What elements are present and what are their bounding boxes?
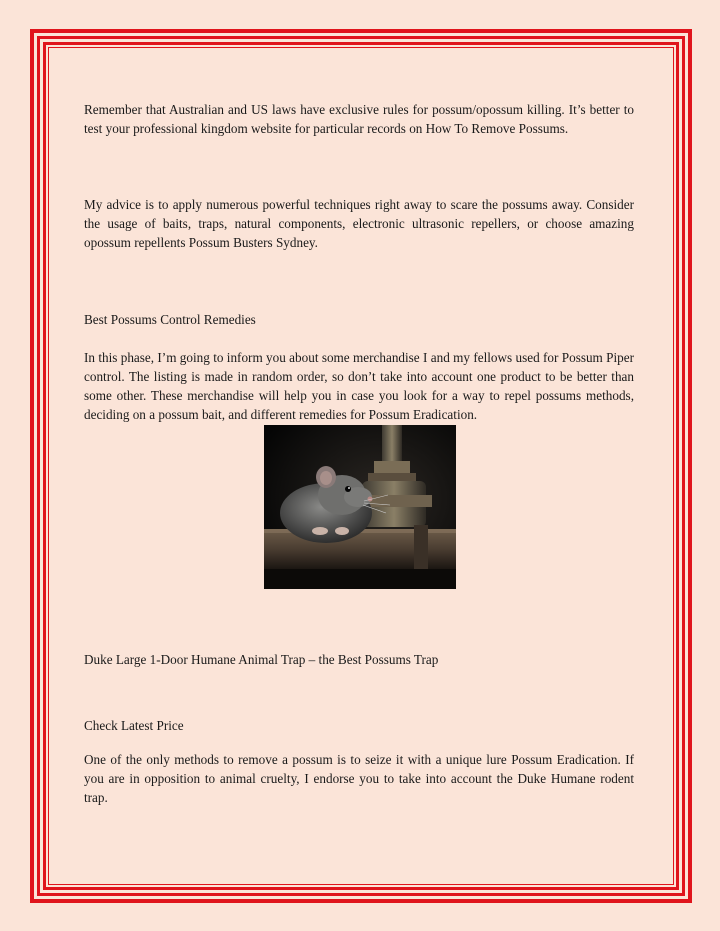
paragraph-trap: One of the only methods to remove a possum is to seize it with a unique lure Possum Eradication. If you are in opposition to animal cruelty, I endorse you to take into account the Duke Humane rodent trap. — [84, 752, 634, 806]
article-body — [84, 100, 634, 424]
heading-remedies: Best Possums Control Remedies — [84, 312, 256, 327]
paragraph-intro: In this phase, I’m going to inform you about some merchandise I and my fellows used for Possum Piper control. The listing is made in random order, so don’t take into account one product to be better than some other. These merchandise will help you in case you look for a way to repel possums methods, deciding on a possum bait, and different remedies for Possum Eradication. — [84, 350, 634, 422]
rat-photo — [264, 425, 456, 589]
product-title: Duke Large 1-Door Humane Animal Trap – the Best Possums Trap — [84, 652, 439, 668]
paragraph-advice: My advice is to apply numerous powerful techniques right away to scare the possums away. Consider the usage of baits, traps, natural components, electronic ultrasonic repellers, or choose amazing opossum repellents Possum Busters Sydney. — [84, 197, 634, 250]
paragraph-laws: Remember that Australian and US laws have exclusive rules for possum/opossum killing. It’s better to test your professional kingdom website for particular records on How To Remove Possums. — [84, 102, 634, 136]
check-price-link[interactable]: Check Latest Price — [84, 718, 184, 734]
